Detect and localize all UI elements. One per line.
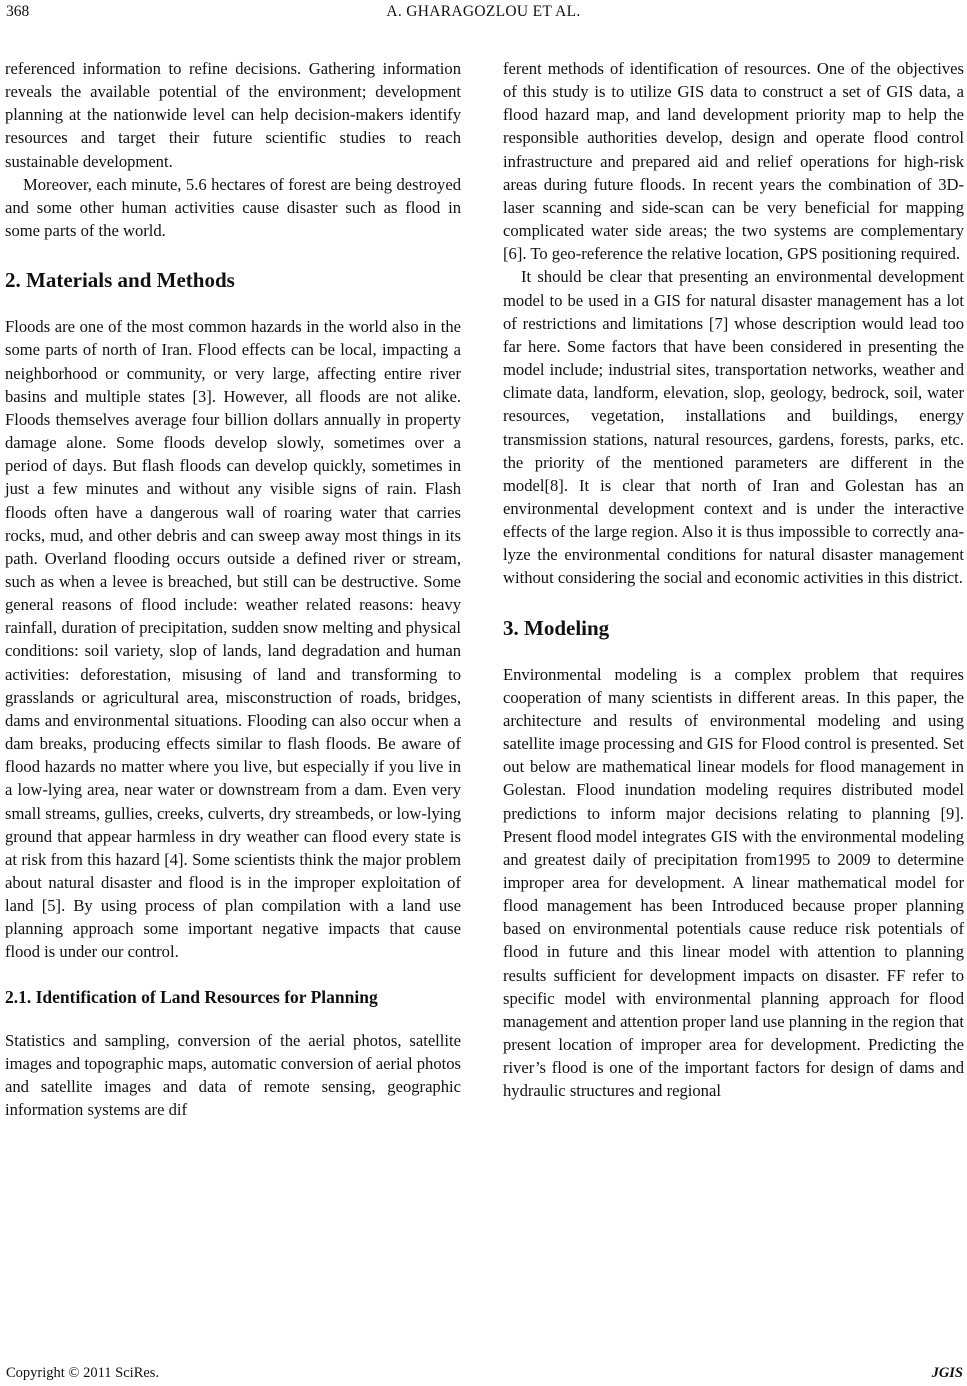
page-footer xyxy=(0,1355,967,1386)
left-column xyxy=(5,57,461,1121)
paragraph-environmental-model: It should be clear that presenting an environmental development model to be used in a GIS for natural disaster management has a lot of restrictions and limitations [7] whose description would lead too far here. Some factors that have been considered in presenting the model include; industrial sites, transportation networks, weather and climate data, landform, elevation, slop, geology, bedrock, soil, water resources, vegetation, installations and buildings, energy transmission stations, natural resources, gardens, forests, parks, etc. the priority of the mentioned parameters are different in the model[8]. It is clear that north of Iran and Golestan has an environmental development context and is under the interactive effects of the large region. Also it is thus impossible to correctly analyze the environmental conditions for natural disaster management without considering the social and economic activities in this district. xyxy=(503,267,964,588)
page-number: 368 xyxy=(6,3,30,20)
paragraph-modeling: Environmental modeling is a complex problem that requires cooperation of many scientists in different areas. In this paper, the architecture and results of environmental modeling and using satellite image processing and GIS for Flood control is presented. Set out below are mathematical linear models for flood management in Golestan. Flood inundation modeling requires distributed model predictions to inform major decisions relating to planning [9]. Present flood model integrates GIS with the environmental modeling and greatest daily of precipitation from1995 to 2009 to determine improper area for development. A linear mathematical model for flood management has been Introduced because proper planning based on environmental potentials cause reduce risk potentials of flood in future and this linear model with attention to planning results sufficient for development impacts on disaster. FF refer to specific model with environmental planning approach for flood management and attention proper land use planning in the region that present location of improper area for development. Predicting the river’s flood is one of the important factors for design of dams and hydraulic structures and regional xyxy=(503,664,964,1101)
right-column xyxy=(503,57,964,1103)
page-header xyxy=(0,0,967,34)
section-heading-materials-methods: 2. Materials and Methods xyxy=(5,268,235,293)
running-head: A. GHARAGOZLOU ET AL. xyxy=(386,3,581,20)
journal-abbreviation: JGIS xyxy=(931,1365,963,1381)
paragraph-methods-continued: ferent methods of identification of resources. One of the objectives of this study is to utilize GIS data to construct a set of GIS data, a flood hazard map, and land development priority map to help the responsible authorities develop, design and operate flood control infrastructure and prepared aid and relief operations for high-risk areas during future floods. In recent years the combination of 3D-laser scanning and side-scan can be very beneficial for mapping complicated water side areas; the two systems are complementary [6]. To geo-reference the relative location, GPS positioning required. xyxy=(503,59,964,264)
paragraph-statistics: Statistics and sampling, conversion of the aerial photos, satellite images and topographic maps, automatic conversion of aerial photos and satellite images and data of remote sensing, geographic information systems are dif xyxy=(5,1030,461,1120)
paragraph-intro-continued: referenced information to refine decisions. Gathering information reveals the available potential of the environment; development planning at the nationwide level can help decision-makers identify resources and target their future scientific studies to reach sustainable development. xyxy=(5,59,461,171)
section-heading-modeling: 3. Modeling xyxy=(503,615,610,640)
paragraph-forest: Moreover, each minute, 5.6 hectares of forest are being destroyed and some other human activities cause disaster such as flood in some parts of the world. xyxy=(5,174,461,241)
copyright-notice: Copyright © 2011 SciRes. xyxy=(6,1365,160,1381)
paragraph-floods: Floods are one of the most common hazards in the world also in the some parts of north of Iran. Flood effects can be local, impacting a neighborhood or community, or very large, affecting entire river basins and multiple states [3]. However, all floods are not alike. Floods themselves average four billion dollars annually in property damage alone. Some floods develop slowly, sometimes over a period of days. But flash floods can develop quickly, sometimes in just a few minutes and without any visible signs of rain. Flash floods often have a dangerous wall of roaring water that carries rocks, mud, and other debris and can sweep away most things in its path. Overland flooding occurs outside a defined river or stream, such as when a levee is breached, but still can be destructive. Some general reasons of flood include: weather related reasons: heavy rainfall, duration of precipitation, sudden snow melting and physical conditions: soil variety, slop of lands, land degradation and human activities: deforestation, misusing of land and transforming to grasslands or agricultural area, misconstruction of roads, bridges, dams and environmental situations. Flooding can also occur when a dam breaks, producing effects similar to flash floods. Be aware of flood hazards no matter where you live, but especially if you live in a low-lying area, near water or downstream from a dam. Even very small streams, gullies, creeks, culverts, dry streambeds, or low-lying ground that appear harmless in dry weather can flood every state is at risk from this hazard [4]. Some scientists think the major problem about natural disaster and flood is in the improper exploitation of land [5]. By using process of plan compilation with a land use planning approach some important negative impacts that cause flood is under our control. xyxy=(5,317,461,962)
subsection-heading-identification: 2.1. Identification of Land Resources for Planning xyxy=(5,986,378,1007)
